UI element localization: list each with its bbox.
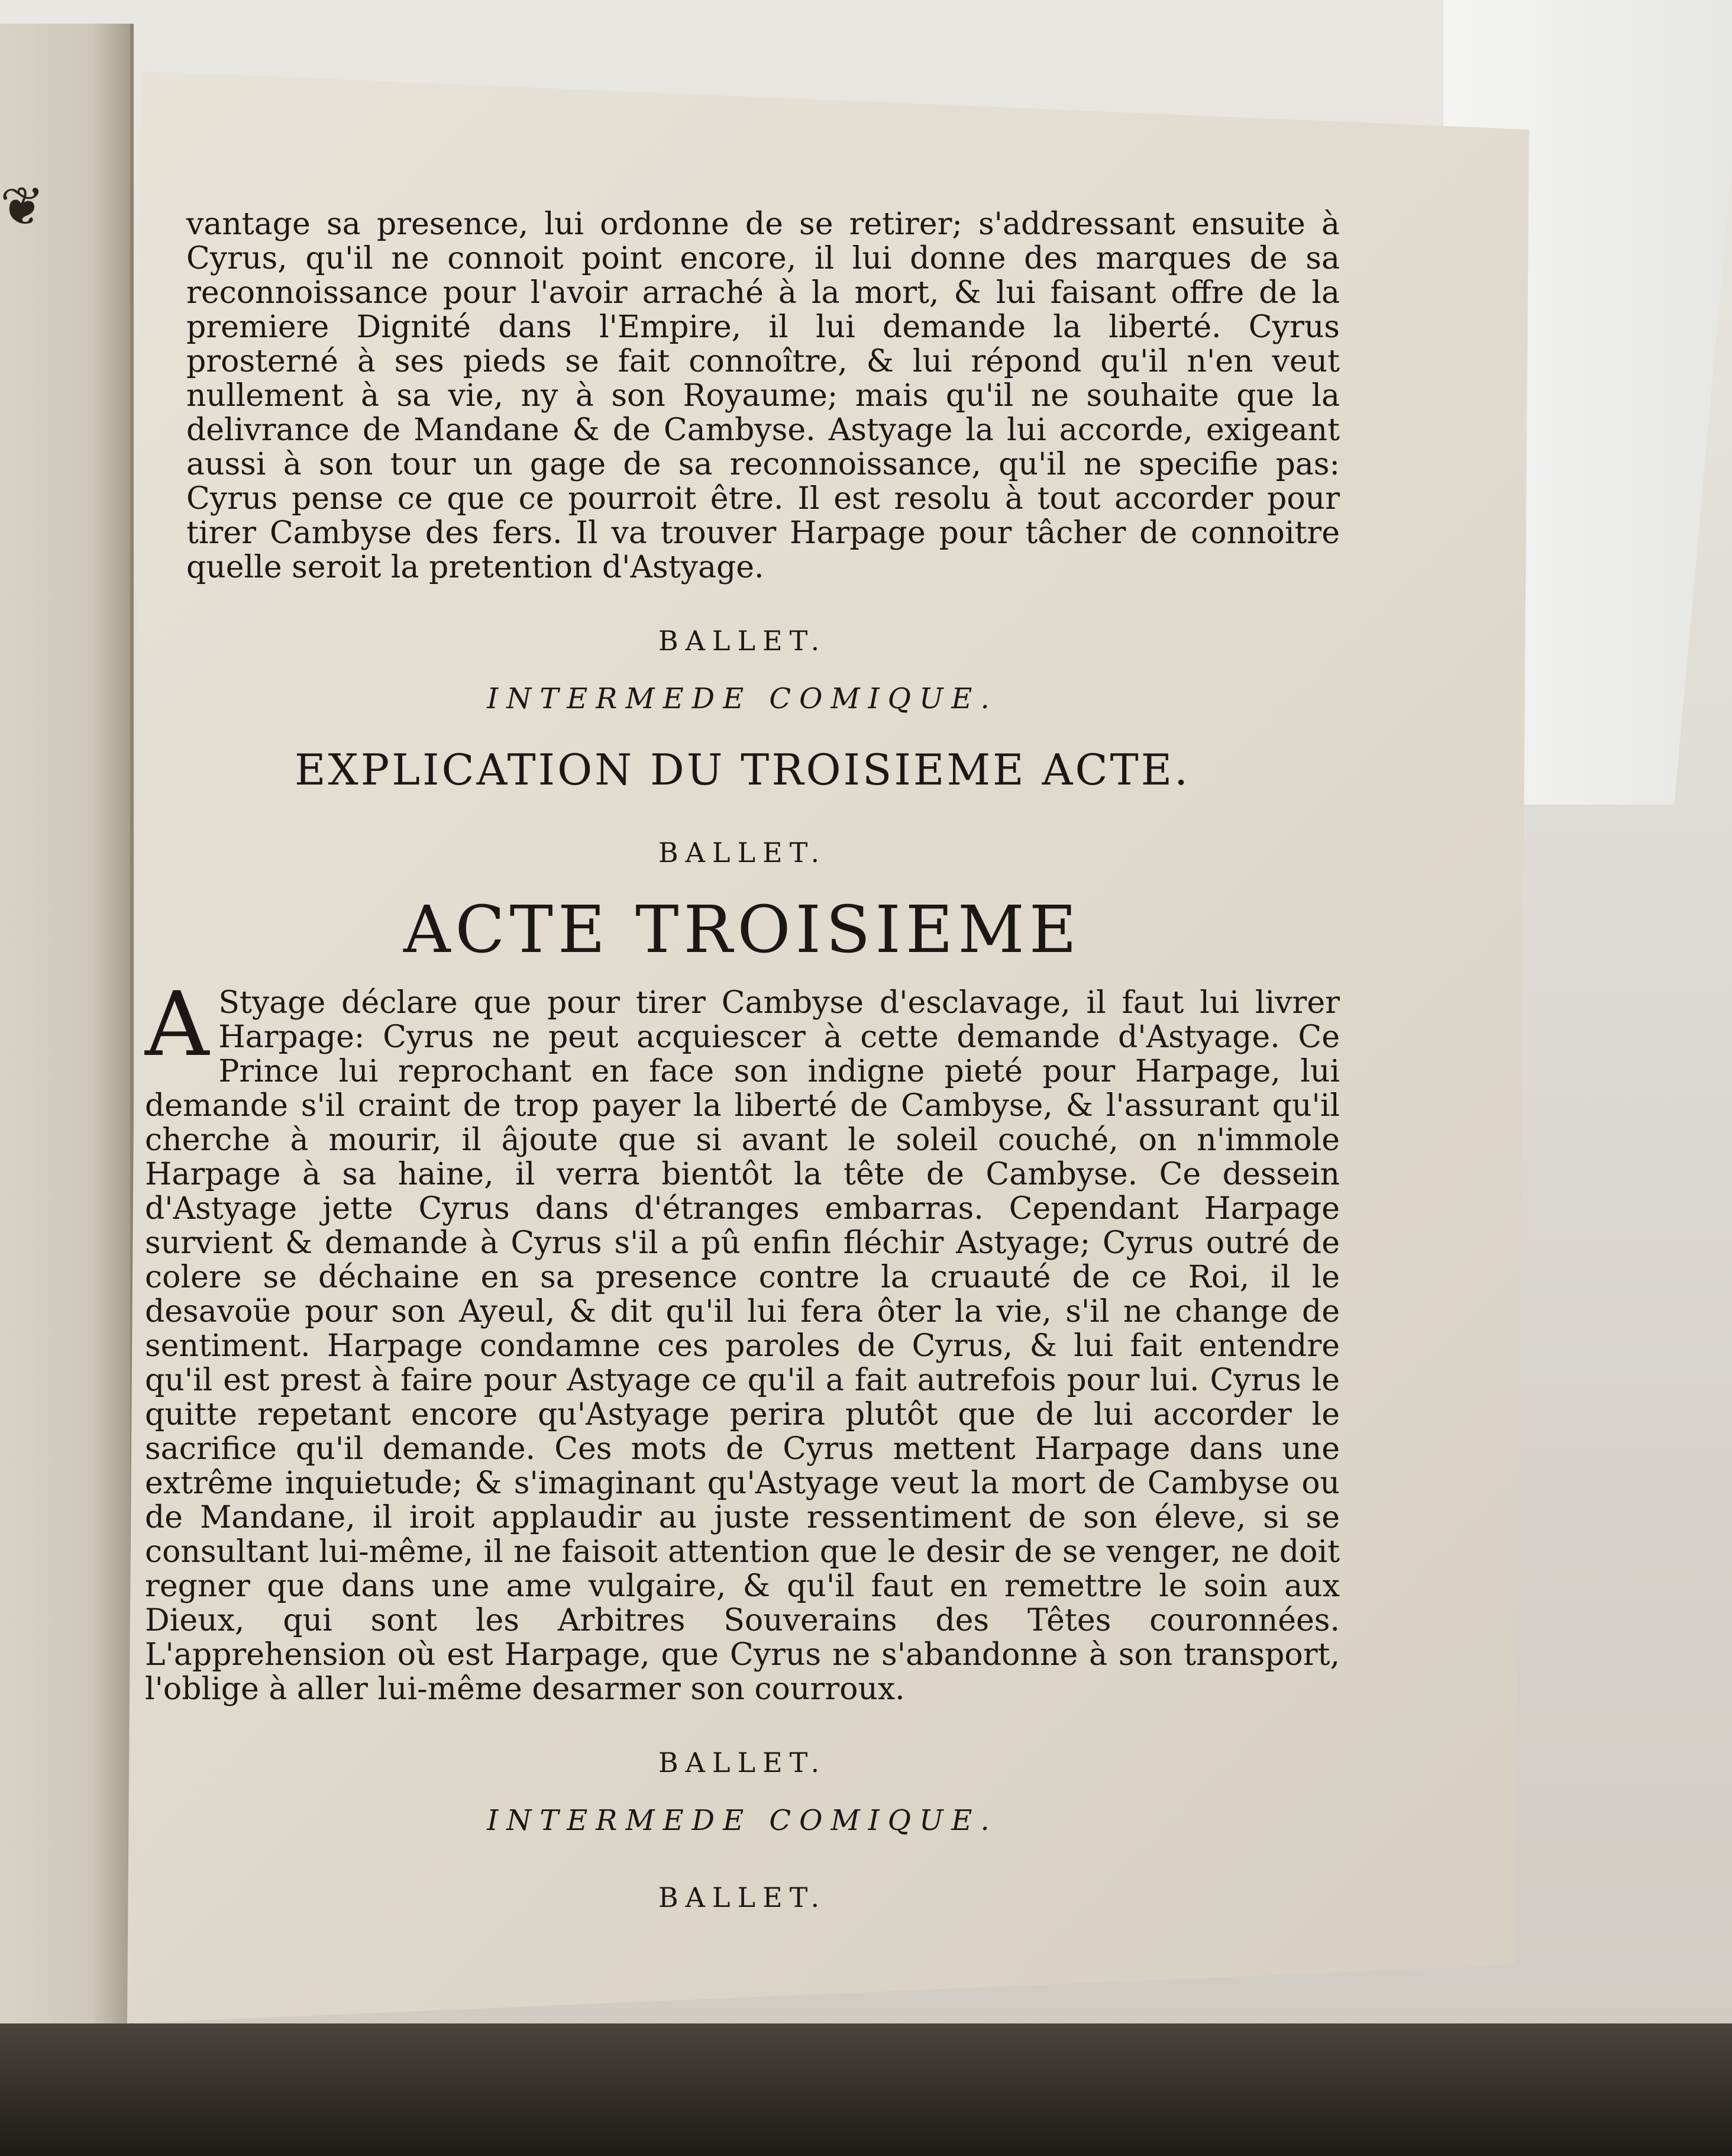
left-page-edge — [0, 24, 134, 2156]
heading-ballet-3: BALLET. — [658, 1747, 827, 1779]
heading-ballet-2: BALLET. — [658, 837, 827, 869]
page-content — [145, 207, 1340, 1918]
acte-paragraph-text: Styage déclare que pour tirer Cambyse d'esclavage, il faut lui livrer Harpage: Cyrus ne peut acquiescer à cette demande d'Astyage. Ce Prince lui reprochant en face son indigne pieté pour Harpage, lui demande s'il craint de trop payer la liberté de Cambyse, & l'assurant qu'il cherche à mourir, il âjoute que si avant le soleil couché, on n'immole Harpage à sa haine, il verra bientôt la tête de Cambyse. Ce dessein d'Astyage jette Cyrus dans d'étranges embarras. Cependant Harpage survient & demande à Cyrus s'il a pû enfin fléchir Astyage; Cyrus outré de colere se déchaine en sa presence contre la cruauté de ce Roi, il le desavoüe pour son Ayeul, & dit qu'il lui fera ôter la vie, s'il ne change de sentiment. Harpage condamne ces paroles de Cyrus, & lui fait entendre qu'il est prest à faire pour Astyage ce qu'il a fait autrefois pour lui. Cyrus le quitte repetant encore qu'Astyage perira plutôt que de lui accorder le sacrifice qu'il demande. Ces mots de Cyrus mettent Harpage dans une extrême inquietude; & s'imaginant qu'Astyage veut la mort de Cambyse ou de Mandane, il iroit applaudir au juste ressentiment de son éleve, si se consultant lui-même, il ne faisoit attention que le desir de se venger, ne doit regner que dans une ame vulgaire, & qu'il faut en remettre le soin aux Dieux, qui sont les Arbitres Souverains des Têtes couronnées. L'apprehension où est Harpage, que Cyrus ne s'abandonne à son transport, l'oblige à aller lui-même desarmer son courroux. — [145, 985, 1340, 1707]
top-paragraph: vantage sa presence, lui ordonne de se retirer; s'addressant ensuite à Cyrus, qu'il ne connoit point encore, il lui donne des marques de sa reconnoissance pour l'avoir arraché à la mort, & lui faisant offre de la premiere Dignité dans l'Empire, il lui demande la liberté. Cyrus prosterné à ses pieds se fait connoître, & lui répond qu'il n'en veut nullement à sa vie, ny à son Royaume; mais qu'il ne souhaite que la delivrance de Mandane & de Cambyse. Astyage la lui accorde, exigeant aussi à son tour un gage de sa reconnoissance, qu'il ne specifie pas: Cyrus pense ce que ce pourroit être. Il est resolu à tout accorder pour tirer Cambyse des fers. Il va trouver Harpage pour tâcher de connoitre quelle seroit la pretention d'Astyage. — [186, 206, 1340, 585]
dropcap: A — [145, 973, 209, 1076]
heading-explication: EXPLICATION DU TROISIEME ACTE. — [294, 745, 1191, 795]
acte-paragraph — [145, 973, 1340, 1707]
heading-ballet-1: BALLET. — [658, 625, 827, 657]
heading-intermede-2: INTERMEDE COMIQUE. — [487, 1804, 998, 1837]
heading-ballet-4: BALLET. — [658, 1881, 827, 1913]
book-cover-edge — [0, 2023, 1732, 2156]
heading-intermede-1: INTERMEDE COMIQUE. — [487, 682, 998, 715]
heading-acte-troisieme: ACTE TROISIEME — [403, 892, 1082, 967]
ornament-icon: ❦ — [0, 176, 45, 238]
